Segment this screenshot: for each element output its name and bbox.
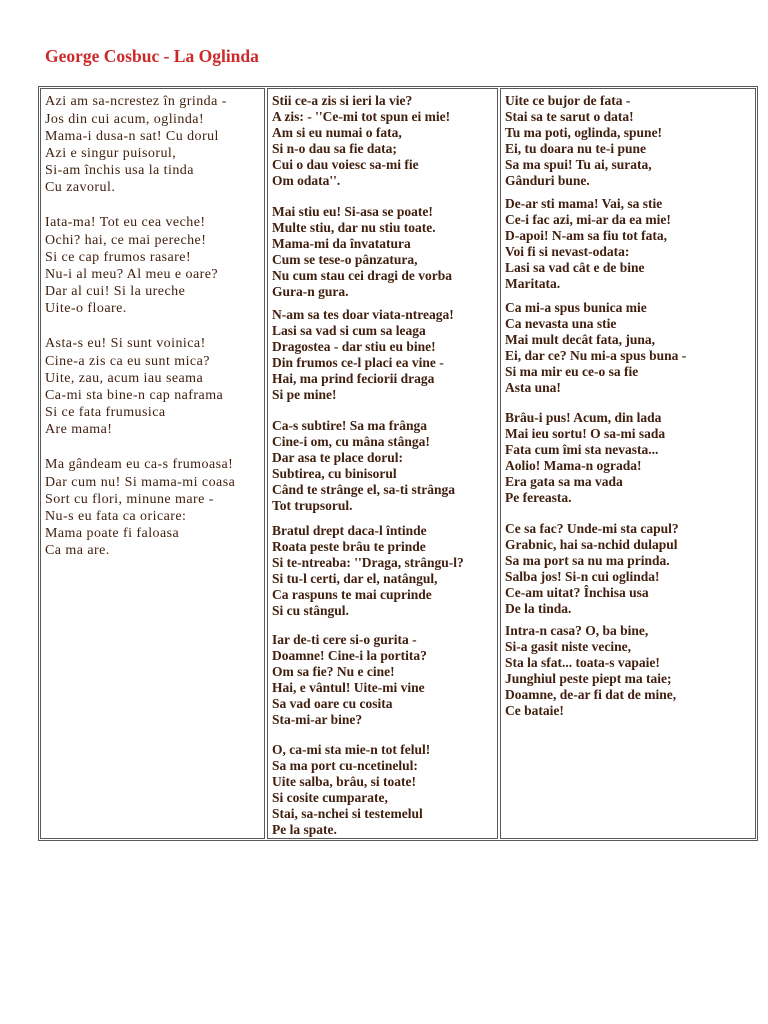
poem-line: Uite, zau, acum iau seama xyxy=(45,370,204,386)
poem-line: Bratul drept daca-l întinde xyxy=(272,523,427,538)
poem-line: Sa ma port sa nu ma prinda. xyxy=(505,552,670,568)
stanza xyxy=(272,93,450,188)
stanza xyxy=(505,521,679,616)
poem-line: Ce sa fac? Unde-mi sta capul? xyxy=(505,521,679,536)
poem-line: Lasi sa vad cât e de bine xyxy=(505,259,645,275)
poem-line: Si cosite cumparate, xyxy=(272,789,388,805)
poem-line: Grabnic, hai sa-nchid dulapul xyxy=(505,536,678,552)
poem-line: Ei, dar ce? Nu mi-a spus buna - xyxy=(505,347,687,363)
poem-line: Mama-mi da învatatura xyxy=(272,235,411,251)
poem-line: Doamne, de-ar fi dat de mine, xyxy=(505,686,677,702)
poem-line: Dar asa te place dorul: xyxy=(272,449,403,465)
poem-line: Stai, sa-nchei si testemelul xyxy=(272,805,423,821)
poem-line: Cum se tese-o pânzatura, xyxy=(272,251,418,267)
poem-line: Hai, ma prind feciorii draga xyxy=(272,370,435,386)
poem-line: Stai sa te sarut o data! xyxy=(505,108,634,124)
stanza xyxy=(45,335,223,438)
poem-line: De la tinda. xyxy=(505,600,572,616)
poem-column-2 xyxy=(267,88,498,839)
poem-line: Iar de-ti cere si-o gurita - xyxy=(272,632,417,647)
poem-line: Ei, tu doara nu te-i pune xyxy=(505,140,647,156)
poem-line: Mai stiu eu! Si-asa se poate! xyxy=(272,204,433,219)
stanza xyxy=(272,307,454,402)
poem-line: Azi am sa-ncrestez în grinda - xyxy=(45,94,227,110)
poem-line: Mama-i dusa-n sat! Cu dorul xyxy=(45,128,219,144)
poem-line: Multe stiu, dar nu stiu toate. xyxy=(272,219,436,235)
poem-line: Si ce fata frumusica xyxy=(45,405,166,421)
stanza xyxy=(45,214,218,317)
poem-line: Ca nevasta una stie xyxy=(505,315,617,331)
poem-line: Sa ma spui! Tu ai, surata, xyxy=(505,156,652,172)
poem-line: Sort cu flori, minune mare - xyxy=(45,491,214,507)
poem-line: Tu ma poti, oglinda, spune! xyxy=(505,124,663,140)
poem-line: Ca mi-a spus bunica mie xyxy=(505,300,647,315)
poem-line: Si pe mine! xyxy=(272,386,337,402)
poem-line: Om sa fie? Nu e cine! xyxy=(272,663,395,679)
poem-line: Si ce cap frumos rasare! xyxy=(45,249,192,265)
poem-line: Asta una! xyxy=(505,379,561,395)
poem-line: Uite-o floare. xyxy=(45,301,127,317)
poem-line: Sta la sfat... toata-s vapaie! xyxy=(505,654,660,670)
poem-column-1 xyxy=(40,88,265,839)
poem-line: Cui o dau voiesc sa-mi fie xyxy=(272,156,419,172)
stanza xyxy=(505,93,662,188)
poem-line: Sta-mi-ar bine? xyxy=(272,711,363,727)
stanza xyxy=(505,196,671,291)
poem-line: D-apoi! N-am sa fiu tot fata, xyxy=(505,227,667,243)
poem-line: Fata cum îmi sta nevasta... xyxy=(505,441,659,457)
poem-line: Ce-am uitat? Închisa usa xyxy=(505,584,649,600)
poem-line: Nu cum stau cei dragi de vorba xyxy=(272,267,452,283)
poem-line: Ochi? hai, ce mai pereche! xyxy=(45,232,207,248)
poem-line: Pe la spate. xyxy=(272,821,337,837)
stanza xyxy=(272,523,464,618)
poem-line: Am si eu numai o fata, xyxy=(272,124,402,140)
poem-line: Stii ce-a zis si ieri la vie? xyxy=(272,93,413,108)
poem-line: Dar cum nu! Si mama-mi coasa xyxy=(45,474,236,490)
poem-line: Om odata''. xyxy=(272,172,341,188)
poem-line: Roata peste brâu te prinde xyxy=(272,538,426,554)
poem-line: Ca-s subtire! Sa ma frânga xyxy=(272,418,427,433)
poem-line: Lasi sa vad si cum sa leaga xyxy=(272,322,426,338)
poem-line: N-am sa tes doar viata-ntreaga! xyxy=(272,307,454,322)
poem-line: A zis: - ''Ce-mi tot spun ei mie! xyxy=(272,108,451,124)
poem-line: Voi fi si nevast-odata: xyxy=(505,243,630,259)
poem-line: Nu-s eu fata ca oricare: xyxy=(45,509,187,524)
poem-line: Ca-mi sta bine-n cap naframa xyxy=(45,388,224,403)
poem-line: Nu-i al meu? Al meu e oare? xyxy=(45,267,219,282)
poem-line: Asta-s eu! Si sunt voinica! xyxy=(45,336,206,352)
poem-line: Uite ce bujor de fata - xyxy=(505,93,631,108)
stanza xyxy=(505,623,676,718)
poem-line: Tot trupsorul. xyxy=(272,497,353,513)
poem-line: Dragostea - dar stiu eu bine! xyxy=(272,338,436,354)
poem-line: Si ma mir eu ce-o sa fie xyxy=(505,363,639,379)
poem-column-3 xyxy=(500,88,756,839)
stanza xyxy=(272,632,427,727)
poem-line: Salba jos! Si-n cui oglinda! xyxy=(505,568,660,584)
poem-line: Jos din cui acum, oglinda! xyxy=(45,111,205,127)
poem-line: Cine-i om, cu mâna stânga! xyxy=(272,433,430,449)
document-title: George Cosbuc - La Oglinda xyxy=(45,46,259,66)
poem-line: Mai ieu sortu! O sa-mi sada xyxy=(505,425,666,441)
poem-line: Junghiul peste piept ma taie; xyxy=(505,670,672,686)
poem-line: Mai mult decât fata, juna, xyxy=(505,331,655,347)
poem-line: Când te strânge el, sa-ti strânga xyxy=(272,481,455,497)
poem-line: Si-am închis usa la tinda xyxy=(45,163,194,179)
poem-line: Brâu-i pus! Acum, din lada xyxy=(505,410,662,425)
poem-line: Si tu-l certi, dar el, natângul, xyxy=(272,570,438,586)
poem-line: Ca ma are. xyxy=(45,543,110,559)
poem-line: Doamne! Cine-i la portita? xyxy=(272,647,427,663)
poem-line: Din frumos ce-l placi ea vine - xyxy=(272,354,444,370)
poem-line: Gura-n gura. xyxy=(272,283,349,299)
stanza xyxy=(272,742,430,837)
poem-line: Si cu stângul. xyxy=(272,602,349,618)
poem-line: Si te-ntreaba: ''Draga, strângu-l? xyxy=(272,554,464,570)
poem-line: Ma gândeam eu ca-s frumoasa! xyxy=(45,457,234,473)
poem-line: Iata-ma! Tot eu cea veche! xyxy=(45,215,206,231)
poem-line: Era gata sa ma vada xyxy=(505,473,623,489)
poem-line: Hai, e vântul! Uite-mi vine xyxy=(272,679,425,695)
poem-line: O, ca-mi sta mie-n tot felul! xyxy=(272,742,431,757)
stanza xyxy=(45,93,227,196)
poem-line: Mama poate fi faloasa xyxy=(45,526,180,542)
stanza xyxy=(505,300,686,395)
poem-line: De-ar sti mama! Vai, sa stie xyxy=(505,196,663,211)
poem-line: Sa vad oare cu cosita xyxy=(272,695,393,711)
poem-line: Si n-o dau sa fie data; xyxy=(272,140,397,156)
poem-line: Azi e singur puisorul, xyxy=(45,146,177,161)
poem-line: Aolio! Mama-n ograda! xyxy=(505,457,642,473)
poem-line: Dar al cui! Si la ureche xyxy=(45,284,186,300)
poem-line: Cu zavorul. xyxy=(45,180,116,196)
poem-line: Ce-i fac azi, mi-ar da ea mie! xyxy=(505,211,671,227)
stanza xyxy=(272,418,455,513)
poem-line: Cine-a zis ca eu sunt mica? xyxy=(45,353,210,369)
poem-line: Maritata. xyxy=(505,275,561,291)
poem-line: Uite salba, brâu, si toate! xyxy=(272,773,416,789)
poem-line: Gânduri bune. xyxy=(505,172,590,188)
poem-line: Ce bataie! xyxy=(505,702,564,718)
stanza xyxy=(505,410,665,505)
poem-line: Intra-n casa? O, ba bine, xyxy=(505,623,649,638)
poem-line: Pe fereasta. xyxy=(505,489,572,505)
poem-line: Are mama! xyxy=(45,422,113,438)
stanza xyxy=(272,204,452,299)
poem-table xyxy=(38,86,758,841)
poem-line: Subtirea, cu binisorul xyxy=(272,465,397,481)
poem-line: Sa ma port cu-ncetinelul: xyxy=(272,757,418,773)
poem-line: Ca raspuns te mai cuprinde xyxy=(272,586,432,602)
stanza xyxy=(45,456,235,559)
poem-line: Si-a gasit niste vecine, xyxy=(505,638,631,654)
